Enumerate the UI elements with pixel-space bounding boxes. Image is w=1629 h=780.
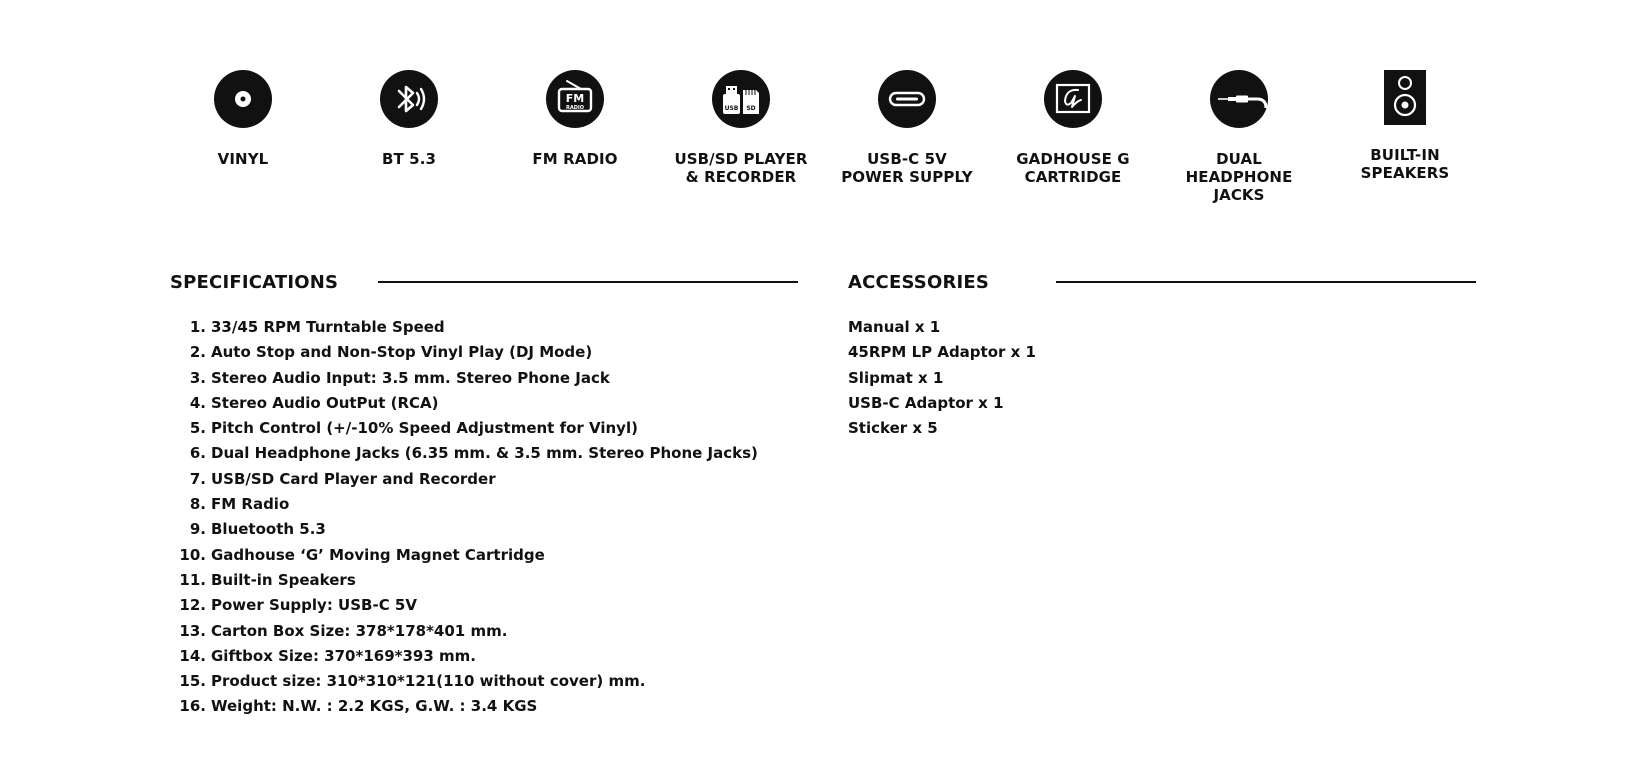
list-item: 14. Giftbox Size: 370*169*393 mm. <box>179 646 476 665</box>
svg-text:USB: USB <box>724 105 739 112</box>
feature-bluetooth <box>334 70 484 168</box>
feature-usb-c <box>832 70 982 186</box>
feature-label: BT 5.3 <box>381 150 437 168</box>
feature-label: BUILT-IN SPEAKERS <box>1360 146 1450 182</box>
feature-label: DUAL HEADPHONE JACKS <box>1185 150 1293 204</box>
accessories-title: ACCESSORIES <box>848 272 990 293</box>
radio-icon <box>546 70 604 128</box>
feature-label: VINYL <box>217 150 269 168</box>
list-item: 5. Pitch Control (+/-10% Speed Adjustment for Vinyl) <box>189 419 638 438</box>
specifications-divider <box>378 281 798 283</box>
list-item: USB-C Adaptor x 1 <box>848 393 1004 412</box>
feature-label: GADHOUSE G CARTRIDGE <box>1016 150 1130 186</box>
feature-headphone-jacks <box>1164 70 1314 204</box>
list-item: 2. Auto Stop and Non-Stop Vinyl Play (DJ Mode) <box>189 343 593 362</box>
list-item: 45RPM LP Adaptor x 1 <box>848 343 1036 362</box>
list-item: 8. FM Radio <box>189 495 290 514</box>
list-item: 3. Stereo Audio Input: 3.5 mm. Stereo Phone Jack <box>189 368 610 387</box>
accessories-divider <box>1056 281 1476 283</box>
vinyl-icon <box>214 70 272 128</box>
feature-cartridge <box>998 70 1148 186</box>
list-item: Sticker x 5 <box>848 419 938 438</box>
specifications-title: SPECIFICATIONS <box>170 272 339 293</box>
feature-fm-radio <box>500 70 650 168</box>
list-item: 4. Stereo Audio OutPut (RCA) <box>189 393 439 412</box>
list-item: 12. Power Supply: USB-C 5V <box>179 596 417 615</box>
list-item: Manual x 1 <box>848 318 941 336</box>
list-item: 7. USB/SD Card Player and Recorder <box>189 469 496 488</box>
bluetooth-icon <box>380 70 438 128</box>
feature-usb-sd <box>666 70 816 186</box>
list-item: 13. Carton Box Size: 378*178*401 mm. <box>179 621 508 640</box>
specifications-list <box>165 315 758 720</box>
headphone-jack-icon <box>1210 70 1268 128</box>
feature-label: FM RADIO <box>532 150 618 168</box>
list-item: 6. Dual Headphone Jacks (6.35 mm. & 3.5 mm. Stereo Phone Jacks) <box>189 444 758 463</box>
svg-text:FM: FM <box>565 92 585 105</box>
feature-speakers <box>1330 70 1480 182</box>
list-item: 15. Product size: 310*310*121(110 without cover) mm. <box>179 672 646 691</box>
list-item: 9. Bluetooth 5.3 <box>189 520 326 539</box>
list-item: Slipmat x 1 <box>848 368 944 387</box>
list-item: 16. Weight: N.W. : 2.2 KGS, G.W. : 3.4 KGS <box>179 697 538 716</box>
feature-vinyl <box>168 70 318 168</box>
accessories-list <box>848 315 1036 441</box>
svg-text:SD: SD <box>746 105 756 112</box>
list-item: 10. Gadhouse ‘G’ Moving Magnet Cartridge <box>179 545 545 564</box>
list-item: 11. Built-in Speakers <box>179 570 356 589</box>
feature-label: USB-C 5V POWER SUPPLY <box>841 150 973 186</box>
features-row <box>160 70 1450 204</box>
usb-c-icon <box>878 70 936 128</box>
speaker-icon <box>1376 70 1434 128</box>
cartridge-icon <box>1044 70 1102 128</box>
usb-sd-icon <box>712 70 770 128</box>
list-item: 1. 33/45 RPM Turntable Speed <box>189 318 445 336</box>
svg-text:RADIO: RADIO <box>566 105 584 111</box>
feature-label: USB/SD PLAYER & RECORDER <box>674 150 808 186</box>
